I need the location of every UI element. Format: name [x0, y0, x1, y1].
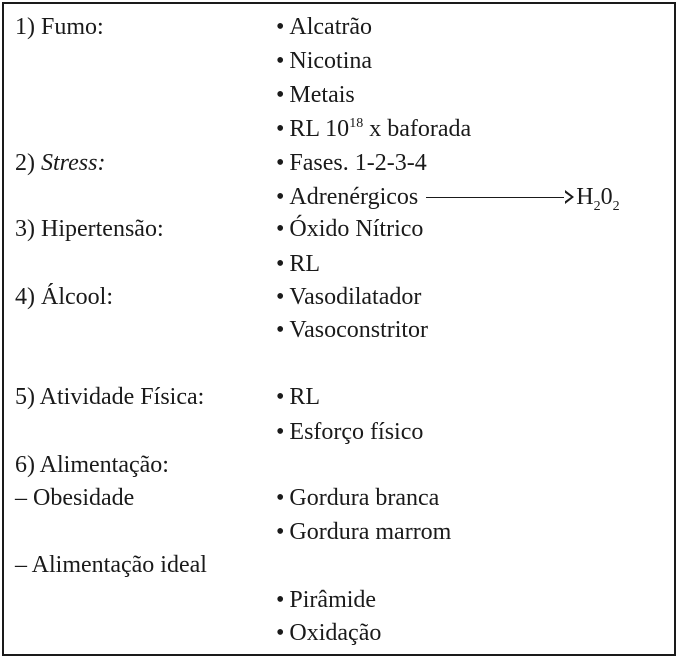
item-vasodilatador: Vasodilatador	[289, 284, 422, 310]
category-stress	[15, 149, 105, 177]
bullet: •	[276, 184, 285, 210]
item-nicotina: Nicotina	[289, 48, 373, 74]
product-h2o2: $H_20_2$	[576, 184, 620, 214]
bullet: •	[276, 485, 285, 511]
item-gordura-branca: Gordura branca	[289, 485, 440, 511]
bullet: •	[276, 14, 285, 40]
list-item	[276, 619, 381, 647]
bullet: •	[276, 384, 285, 410]
item-alcatrao: Alcatrão	[289, 14, 373, 40]
item-vasoconstritor: Vasoconstritor	[289, 317, 429, 343]
list-item	[276, 250, 320, 278]
item-fases: Fases. 1-2-3-4	[289, 150, 427, 176]
category-stress-number: 2)	[15, 150, 41, 176]
list-item	[276, 47, 372, 75]
item-adrenergicos: Adrenérgicos	[289, 184, 419, 210]
list-item	[276, 81, 355, 109]
category-alcool: 4) Álcool:	[15, 284, 113, 310]
item-piramide: Pirâmide	[289, 587, 377, 613]
list-item	[276, 586, 376, 614]
bullet: •	[276, 519, 285, 545]
item-rl: RL	[289, 251, 321, 277]
list-item	[276, 316, 428, 344]
bullet: •	[276, 82, 285, 108]
list-item	[276, 518, 451, 546]
bullet: •	[276, 216, 285, 242]
list-item	[276, 215, 423, 243]
category-fumo: 1) Fumo:	[15, 14, 104, 40]
item-rl-atividade: RL	[289, 384, 321, 410]
item-rl-exponent: 18	[349, 116, 364, 131]
item-gordura-marrom: Gordura marrom	[289, 519, 452, 545]
bullet: •	[276, 620, 285, 646]
bullet: •	[276, 251, 285, 277]
category-alimentacao: 6) Alimentação:	[15, 452, 169, 478]
list-item	[276, 418, 423, 446]
subcategory-obesidade: – Obesidade	[15, 485, 135, 511]
arrow-right-icon	[426, 188, 574, 208]
category-stress-label: Stress:	[41, 150, 106, 176]
item-rl-post: x baforada	[363, 116, 472, 142]
item-rl-pre: RL 10	[289, 116, 350, 142]
list-item	[276, 149, 427, 177]
bullet: •	[276, 587, 285, 613]
bullet: •	[276, 317, 285, 343]
category-atividade-fisica: 5) Atividade Física:	[15, 384, 205, 410]
bullet: •	[276, 116, 285, 142]
list-item	[276, 183, 620, 214]
item-oxido-nitrico: Óxido Nítrico	[289, 216, 424, 242]
bullet: •	[276, 419, 285, 445]
bullet: •	[276, 150, 285, 176]
item-esforco-fisico: Esforço físico	[289, 419, 424, 445]
list-item	[276, 283, 421, 311]
list-item	[276, 13, 372, 41]
bullet: •	[276, 48, 285, 74]
category-hipertensao: 3) Hipertensão:	[15, 216, 164, 242]
bullet: •	[276, 284, 285, 310]
list-item	[276, 383, 320, 411]
list-item	[276, 115, 471, 143]
list-item	[276, 484, 439, 512]
subcategory-alimentacao-ideal: – Alimentação ideal	[15, 552, 207, 578]
item-oxidacao: Oxidação	[289, 620, 382, 646]
item-metais: Metais	[289, 82, 355, 108]
